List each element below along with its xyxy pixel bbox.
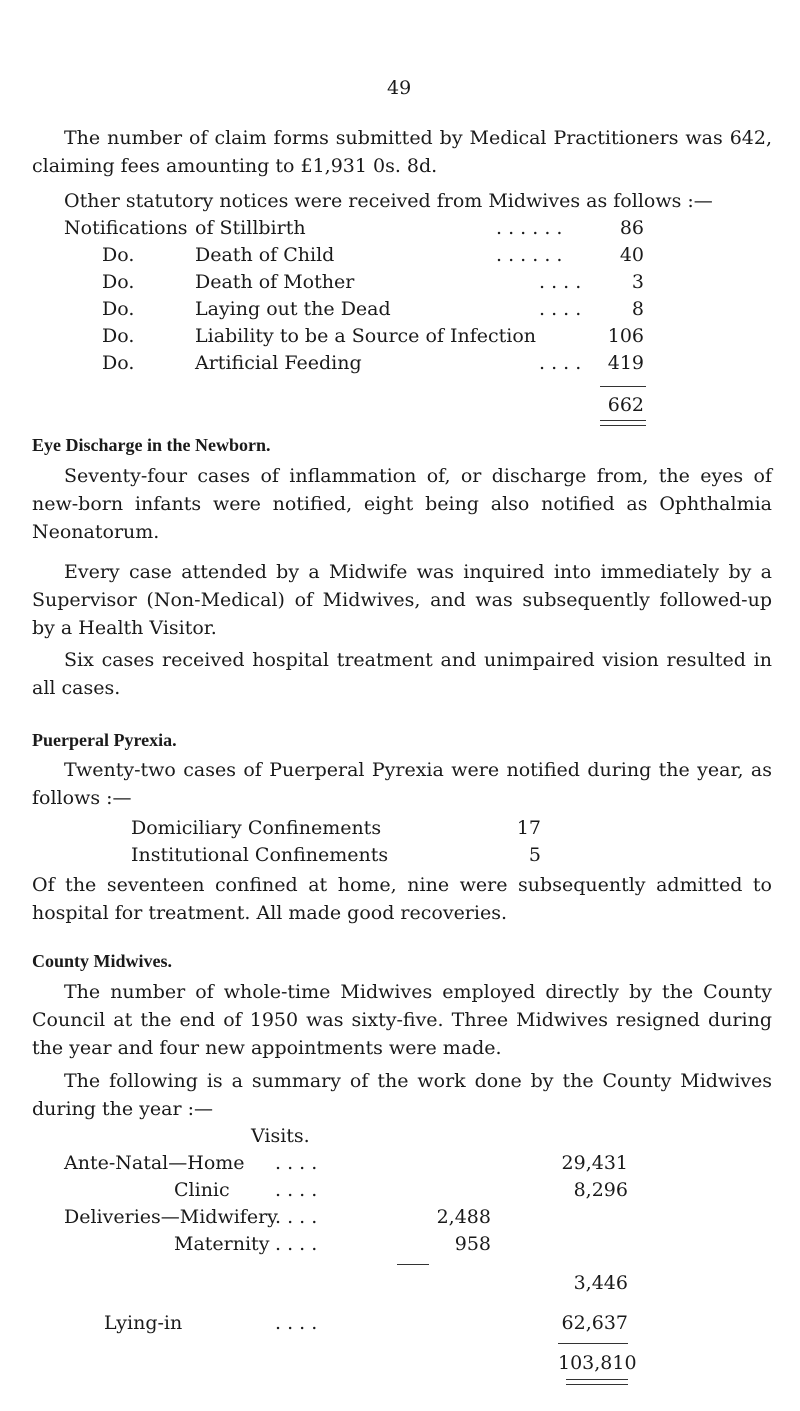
notice-col2: Liability to be a Source of Infection: [195, 325, 537, 347]
eye-text-2: Every case attended by a Midwife was inquired into immediately by a Supervisor (Non-Medical) of Midwives, and was subsequently followed-up by a Health Visitor.: [32, 561, 772, 639]
eye-paragraph-3: [32, 646, 772, 702]
page-number: 49: [387, 77, 412, 99]
intro-paragraph: [32, 124, 772, 180]
notice-dots: . . . .: [539, 352, 582, 374]
notice-col1: Do.: [102, 244, 135, 266]
pyrexia-row-value: 17: [516, 817, 541, 839]
notices-intro: Other statutory notices were received from Midwives as follows :—: [64, 190, 713, 212]
notice-row: [64, 296, 654, 323]
summary-dots: . . . .: [275, 1179, 318, 1201]
notice-col1: Do.: [102, 352, 135, 374]
eye-heading: Eye Discharge in the Newborn.: [32, 435, 271, 455]
notice-dots: . . . .: [539, 271, 582, 293]
notice-value: 8: [631, 298, 644, 320]
total-double-rule: [600, 420, 646, 426]
pyrexia-row: [131, 815, 571, 842]
notice-col1: Do.: [102, 298, 135, 320]
summary-dots: . . . .: [275, 1312, 318, 1334]
county-paragraph-2: [32, 1067, 772, 1123]
summary-row: [64, 1310, 644, 1337]
notice-col2: Death of Mother: [195, 271, 355, 293]
eye-paragraph-2: [32, 558, 772, 642]
notice-col2: Laying out the Dead: [195, 298, 391, 320]
summary-value: 29,431: [561, 1152, 628, 1174]
intro-text: The number of claim forms submitted by Medical Practitioners was 642, claiming fees amounting to £1,931 0s. 8d.: [32, 127, 772, 177]
pyrexia-row: [131, 842, 571, 869]
notice-col1: Do.: [102, 325, 135, 347]
subtotal-rule: [397, 1264, 429, 1265]
eye-text-1: Seventy-four cases of inflammation of, or discharge from, the eyes of new-born infants were notified, eight being also notified as Ophthalmia Neonatorum.: [32, 465, 772, 543]
pyrexia-row-label: Domiciliary Confinements: [131, 817, 382, 839]
summary-row: [64, 1177, 644, 1204]
notice-row: [64, 215, 654, 242]
notice-dots: . . . . . .: [496, 217, 563, 239]
summary-value: 3,446: [573, 1272, 628, 1294]
eye-paragraph-1: [32, 462, 772, 546]
subtotal-rule: [600, 386, 646, 387]
county-text-2: The following is a summary of the work done by the County Midwives during the year :—: [32, 1070, 772, 1120]
summary-row: [64, 1231, 644, 1258]
visits-header: Visits.: [251, 1125, 310, 1147]
county-text-1: The number of whole-time Midwives employed directly by the County Council at the end of 1950 was sixty-five. Three Midwives resigned during the year and four new appointments were made.: [32, 981, 772, 1059]
pyrexia-heading: Puerperal Pyrexia.: [32, 730, 177, 750]
summary-label: Clinic: [174, 1179, 230, 1201]
summary-dots: . . . .: [275, 1152, 318, 1174]
summary-value: 62,637: [561, 1312, 628, 1334]
county-paragraph-1: [32, 978, 772, 1062]
summary-subvalue: 2,488: [436, 1206, 491, 1228]
summary-label: Lying-in: [104, 1312, 183, 1334]
notice-dots: . . . .: [539, 298, 582, 320]
summary-subvalue: 958: [454, 1233, 491, 1255]
summary-dots: . . . .: [275, 1233, 318, 1255]
summary-row: [64, 1204, 644, 1231]
notices-total: 662: [607, 394, 644, 416]
summary-label: Deliveries—Midwifery: [64, 1206, 278, 1228]
total-rule: [558, 1343, 628, 1344]
pyrexia-row-label: Institutional Confinements: [131, 844, 389, 866]
notice-value: 3: [631, 271, 644, 293]
notice-col1: Notifications: [64, 217, 188, 239]
notice-col1: Do.: [102, 271, 135, 293]
notice-row: [64, 269, 654, 296]
notice-col2: of Stillbirth: [195, 217, 306, 239]
notice-dots: . . . . . .: [496, 244, 563, 266]
notice-col2: Death of Child: [195, 244, 335, 266]
notice-row: [64, 350, 654, 377]
county-heading: County Midwives.: [32, 951, 173, 971]
pyrexia-paragraph-2: [32, 871, 772, 927]
summary-value: 8,296: [573, 1179, 628, 1201]
notice-row: [64, 242, 654, 269]
total-double-rule: [566, 1379, 628, 1385]
notice-row: [64, 323, 654, 350]
notice-value: 106: [607, 325, 644, 347]
pyrexia-text-2: Of the seventeen confined at home, nine were subsequently admitted to hospital for treatment. All made good recoveries.: [32, 874, 772, 924]
summary-dots: . . . .: [275, 1206, 318, 1228]
notice-value: 40: [619, 244, 644, 266]
notice-col2: Artificial Feeding: [195, 352, 362, 374]
summary-label: Ante-Natal—Home: [64, 1152, 245, 1174]
notice-value: 86: [619, 217, 644, 239]
summary-label: Maternity: [174, 1233, 270, 1255]
summary-row: [64, 1270, 644, 1297]
summary-row: [64, 1150, 644, 1177]
pyrexia-text-1: Twenty-two cases of Puerperal Pyrexia were notified during the year, as follows :—: [32, 759, 772, 809]
notice-value: 419: [607, 352, 644, 374]
eye-text-3: Six cases received hospital treatment and unimpaired vision resulted in all cases.: [32, 649, 772, 699]
pyrexia-paragraph-1: [32, 756, 772, 812]
summary-total: 103,810: [558, 1352, 637, 1374]
pyrexia-row-value: 5: [528, 844, 541, 866]
